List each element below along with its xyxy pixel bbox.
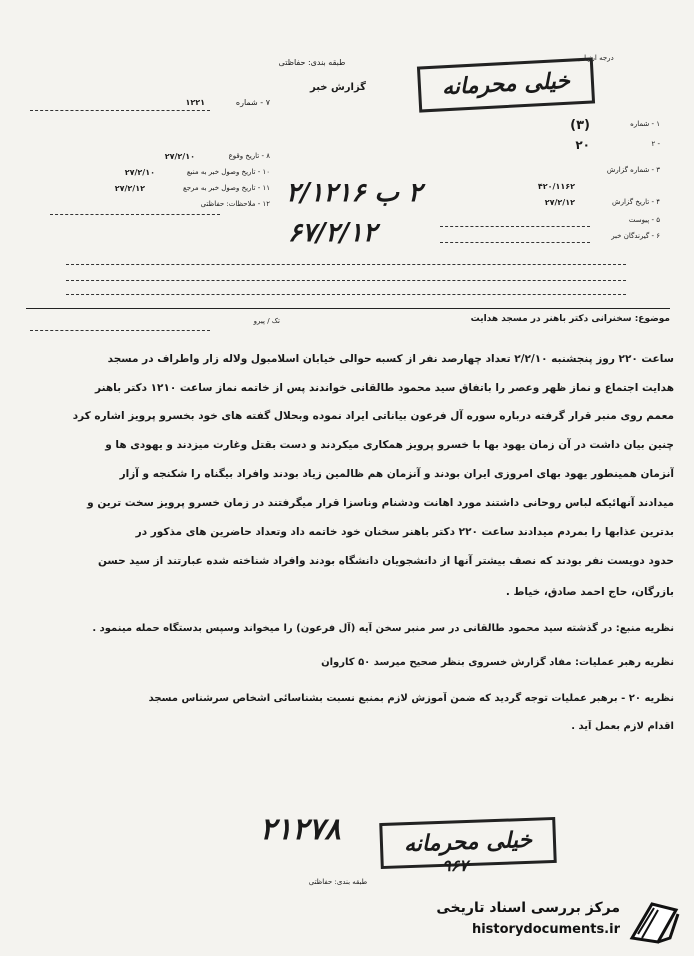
archive-number: ۲۱۲۷۸ <box>260 812 341 847</box>
top-stamp <box>417 57 595 112</box>
reference-label: تک / پیرو <box>253 317 280 325</box>
bottom-stamp-number: ۹۶۷ <box>442 856 468 875</box>
report-title: گزارش خبر <box>309 82 366 93</box>
right-field-label: ۴ - تاریخ گزارش <box>612 198 660 206</box>
handwritten-ref-date: ۶۷/۲/۱۲ <box>288 218 377 248</box>
office-note: نظریه ۲۰ - برهبر عملیات توجه گردید که ضمن آموزش لازم بمنبع نسبت بشناسائی اشخاص سرشناس مسجد <box>148 693 674 704</box>
body-line: معمم روی منبر قرار گرفته درباره سوره آل فرعون بیاناتی ایراد نموده وبحلال گفته های خود بخسرو پرویز اشاره کرد <box>72 410 674 422</box>
right-field-label: ۱ - شماره <box>630 120 660 128</box>
top-stamp-text: خیلی محرمانه <box>441 67 571 101</box>
classification-top: طبقه بندی: حفاظتی <box>278 58 346 67</box>
body-line: ساعت ۲۲۰ روز پنجشنبه ۲/۲/۱۰ تعداد چهارصد نفر از کسبه حوالی خیابان اسلامبول ولاله زار واطراف در مسجد <box>107 353 674 365</box>
body-line: بدترین عذابها را بمردم میدادند ساعت ۲۲۰ دکتر باهنر سخنان خود خاتمه داد وتعداد حاضرین های مذکور در <box>135 526 674 538</box>
logo-url: historydocuments.ir <box>471 922 620 937</box>
body-line: چنین بیان داشت در آن زمان یهود بها با خسرو پرویز همکاری میکردند و دست بقتل وغارت میزدند و یهودی ها و <box>105 439 674 451</box>
body-line: حدود دویست نفر بودند که نصف بیشتر آنها از دانشجویان دانشگاه بودند وافراد شناخته شده عبارتند از سید حسن <box>97 555 674 567</box>
left-field-value: ۲۷/۲/۱۰ <box>164 152 195 161</box>
body-line: آنزمان همینطور یهود بهای امروزی ایران بودند و آنزمان هم ظالمین زیاد بودند وافراد بیگناه را شکنجه و آزار <box>119 468 674 480</box>
handwritten-ref-number: ۲ ب ۲/۱۲۱۶ <box>286 178 422 208</box>
left-field-label: ۸ - تاریخ وقوع <box>228 152 270 160</box>
left-field-label: ۱۱ - تاریخ وصول خبر به مرجع <box>182 184 270 192</box>
classification-bottom: طبقه بندی: حفاظتی <box>308 878 368 886</box>
bottom-stamp-text: خیلی محرمانه <box>403 826 533 858</box>
subject-line: موضوع: سخنرانی دکتر باهنر در مسجد هدایت <box>470 314 670 324</box>
right-field-label: ۶ - گیرندگان خبر <box>611 232 660 240</box>
body-line: هدایت اجتماع و نماز ظهر وعصر را باتفاق سید محمود طالقانی خواندند پس از خاتمه نماز ساعت ۱۲۱۰ دکتر باهنر <box>95 382 674 394</box>
right-field-value: (۳) <box>570 118 590 133</box>
evaluation-label: درجه ارزیابی <box>576 54 614 62</box>
left-field-value: ۲۷/۲/۱۲ <box>114 184 145 193</box>
leader-note: نظریه رهبر عملیات: مفاد گزارش خسروی بنظر صحیح میرسد ۵۰ کاروان <box>321 657 674 668</box>
right-field-value: ۲۰ <box>575 138 590 152</box>
separator-line <box>26 308 670 309</box>
left-field-label: ۱۲ - ملاحظات: حفاظتی <box>200 200 270 208</box>
office-note-cont: اقدام لازم بعمل آید . <box>571 721 674 732</box>
body-line: بازرگان، حاج احمد صادق، خیاط . <box>505 586 674 598</box>
archive-logo <box>406 896 686 948</box>
right-field-label: ۵ - پیوست <box>628 216 660 224</box>
right-field-label: ۲ - <box>651 140 660 148</box>
body-line: میدادند آنهائیکه لباس روحانی داشتند مورد اهانت ودشنام وناسزا قرار میگرفتند در زمان خسرو پرویز سخت ترین و <box>87 497 674 509</box>
left-field-value: ۱۲۲۱ <box>185 98 205 107</box>
logo-title: مرکز بررسی اسناد تاریخی <box>436 900 620 916</box>
left-field-label: ۱۰ - تاریخ وصول خبر به منبع <box>186 168 270 176</box>
right-field-value: ۲۷/۲/۱۲ <box>544 198 575 207</box>
source-note: نظریه منبع: در گذشته سید محمود طالقانی در سر منبر سخن آیه (آل فرعون) را میخواند وسپس بدستگاه حمله مینمود . <box>92 623 674 634</box>
book-logo-icon <box>628 898 680 946</box>
right-field-value: ۴۲۰/۱۱۶۲ <box>537 182 575 191</box>
left-field-value: ۲۷/۲/۱۰ <box>124 168 155 177</box>
right-field-label: ۳ - شماره گزارش <box>606 166 660 174</box>
left-field-label: ۷ - شماره <box>235 98 270 107</box>
